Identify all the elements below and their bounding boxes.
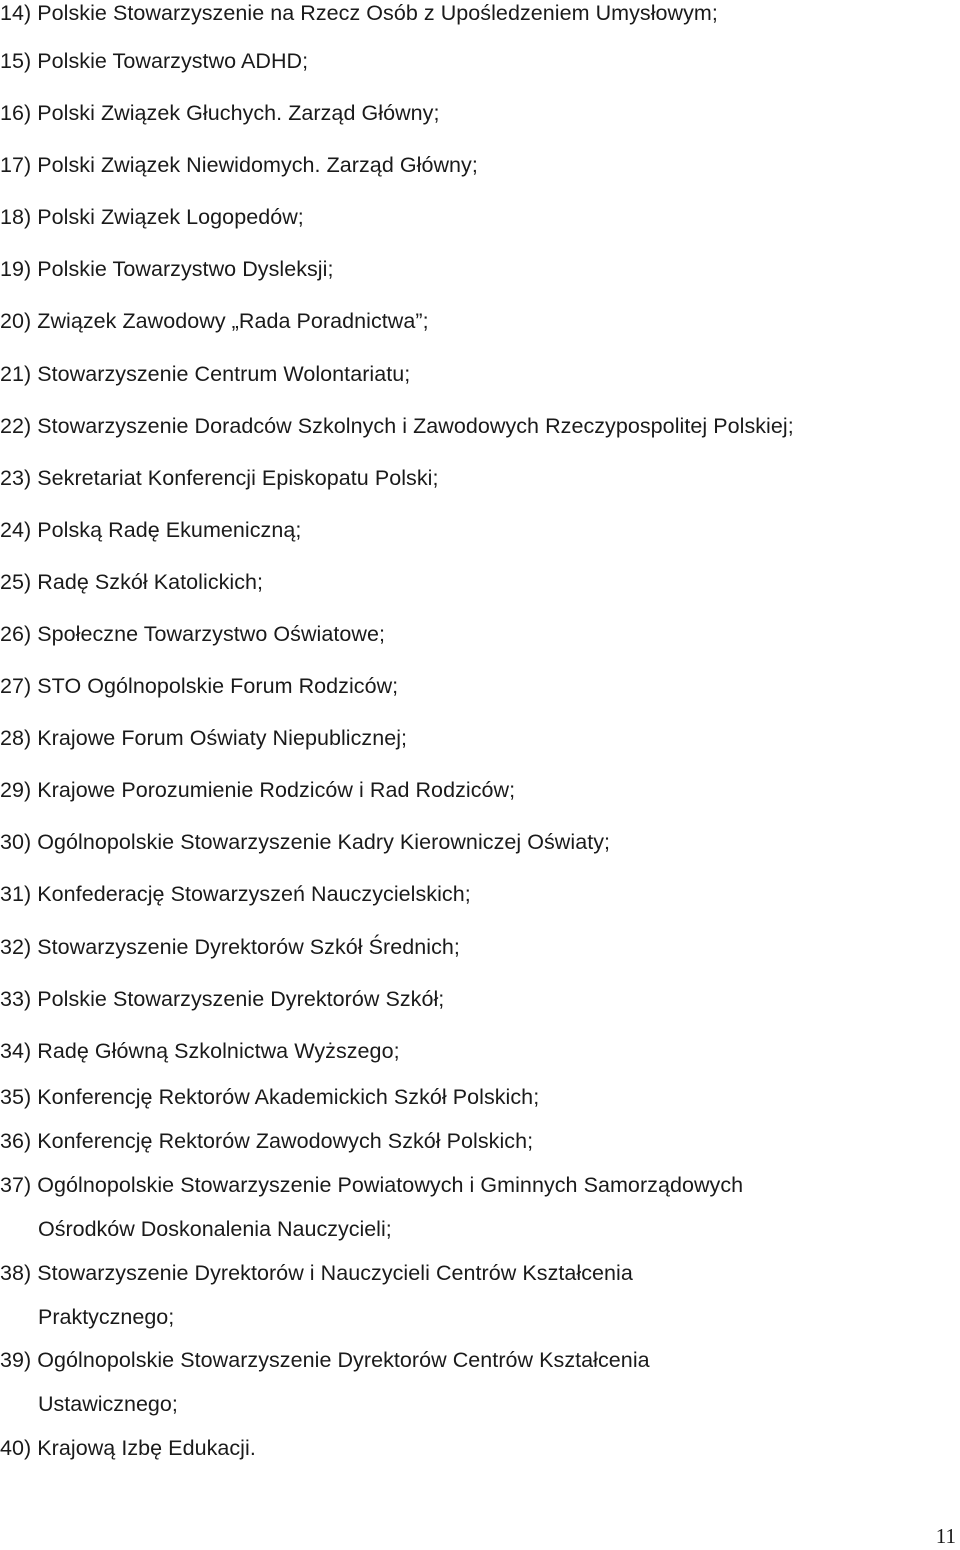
item-text: Związek Zawodowy „Rada Poradnictwa”;	[37, 309, 429, 333]
item-text: Radę Główną Szkolnictwa Wyższego;	[37, 1039, 400, 1063]
item-text: Krajową Izbę Edukacji.	[37, 1436, 256, 1460]
item-text: Polskie Towarzystwo ADHD;	[37, 49, 309, 73]
list-item-32	[0, 934, 460, 960]
item-text: Stowarzyszenie Dyrektorów Szkół Średnich;	[37, 935, 460, 959]
item-text: Polskie Stowarzyszenie Dyrektorów Szkół;	[37, 987, 445, 1011]
list-item-35	[0, 1084, 539, 1110]
item-text: STO Ogólnopolskie Forum Rodziców;	[37, 674, 399, 698]
item-number: 23)	[0, 466, 32, 490]
list-item-29	[0, 777, 515, 803]
item-number: 35)	[0, 1085, 32, 1109]
item-text: Polski Związek Głuchych. Zarząd Główny;	[37, 101, 440, 125]
item-text: Polski Związek Niewidomych. Zarząd Główny;	[37, 153, 478, 177]
list-item-34	[0, 1038, 400, 1064]
list-item-26	[0, 621, 385, 647]
item-number: 21)	[0, 362, 32, 386]
item-number: 16)	[0, 101, 32, 125]
list-item-28	[0, 725, 407, 751]
list-item-38	[0, 1260, 633, 1286]
list-item-39-continuation: Ustawicznego;	[38, 1392, 178, 1416]
list-item-39	[0, 1347, 650, 1373]
list-item-24	[0, 517, 301, 543]
item-text: Krajowe Porozumienie Rodziców i Rad Rodziców;	[37, 778, 516, 802]
item-number: 20)	[0, 309, 32, 333]
item-text: Konferencję Rektorów Zawodowych Szkół Polskich;	[37, 1129, 534, 1153]
item-text: Ogólnopolskie Stowarzyszenie Powiatowych i Gminnych Samorządowych	[37, 1173, 744, 1197]
list-item-17	[0, 152, 478, 178]
list-item-38-continuation: Praktycznego;	[38, 1305, 175, 1329]
list-item-18	[0, 204, 304, 230]
item-number: 27)	[0, 674, 32, 698]
list-item-33	[0, 986, 444, 1012]
item-text: Polską Radę Ekumeniczną;	[37, 518, 302, 542]
item-text: Polskie Towarzystwo Dysleksji;	[37, 257, 334, 281]
page-number: 11	[935, 1524, 956, 1548]
list-item-15	[0, 48, 308, 74]
item-text: Radę Szkół Katolickich;	[37, 570, 264, 594]
item-text: Stowarzyszenie Doradców Szkolnych i Zawodowych Rzeczypospolitej Polskiej;	[37, 414, 794, 438]
item-text: Krajowe Forum Oświaty Niepublicznej;	[37, 726, 408, 750]
item-number: 15)	[0, 49, 32, 73]
item-text: Sekretariat Konferencji Episkopatu Polski;	[37, 466, 439, 490]
list-item-25	[0, 569, 263, 595]
item-number: 28)	[0, 726, 32, 750]
list-item-30	[0, 829, 610, 855]
item-number: 32)	[0, 935, 32, 959]
item-text: Polski Związek Logopedów;	[37, 205, 304, 229]
item-number: 17)	[0, 153, 32, 177]
list-item-20	[0, 308, 429, 334]
item-number: 38)	[0, 1261, 32, 1285]
list-item-23	[0, 465, 439, 491]
item-number: 14)	[0, 1, 32, 25]
item-number: 40)	[0, 1436, 32, 1460]
item-number: 25)	[0, 570, 32, 594]
list-item-37	[0, 1172, 743, 1198]
list-item-19	[0, 256, 333, 282]
item-number: 39)	[0, 1348, 32, 1372]
item-number: 24)	[0, 518, 32, 542]
item-text: Ogólnopolskie Stowarzyszenie Dyrektorów Centrów Kształcenia	[37, 1348, 650, 1372]
item-text: Polskie Stowarzyszenie na Rzecz Osób z Upośledzeniem Umysłowym;	[37, 1, 718, 25]
list-item-27	[0, 673, 398, 699]
list-item-31	[0, 881, 471, 907]
item-number: 26)	[0, 622, 32, 646]
item-number: 33)	[0, 987, 32, 1011]
list-item-37-continuation: Ośrodków Doskonalenia Nauczycieli;	[38, 1217, 392, 1241]
item-text: Stowarzyszenie Centrum Wolontariatu;	[37, 362, 411, 386]
item-text: Społeczne Towarzystwo Oświatowe;	[37, 622, 386, 646]
item-number: 36)	[0, 1129, 32, 1153]
item-text: Stowarzyszenie Dyrektorów i Nauczycieli Centrów Kształcenia	[37, 1261, 633, 1285]
item-number: 31)	[0, 882, 32, 906]
item-number: 29)	[0, 778, 32, 802]
item-text: Konfederację Stowarzyszeń Nauczycielskich;	[37, 882, 471, 906]
list-item-21	[0, 361, 410, 387]
item-text: Konferencję Rektorów Akademickich Szkół Polskich;	[37, 1085, 540, 1109]
list-item-40	[0, 1435, 256, 1461]
item-number: 37)	[0, 1173, 32, 1197]
list-item-36	[0, 1128, 533, 1154]
item-number: 18)	[0, 205, 32, 229]
item-number: 19)	[0, 257, 32, 281]
item-number: 34)	[0, 1039, 32, 1063]
list-item-22	[0, 413, 794, 439]
item-text: Ogólnopolskie Stowarzyszenie Kadry Kierowniczej Oświaty;	[37, 830, 611, 854]
item-number: 30)	[0, 830, 32, 854]
list-item-16	[0, 100, 440, 126]
item-number: 22)	[0, 414, 32, 438]
list-item-14	[0, 0, 718, 26]
